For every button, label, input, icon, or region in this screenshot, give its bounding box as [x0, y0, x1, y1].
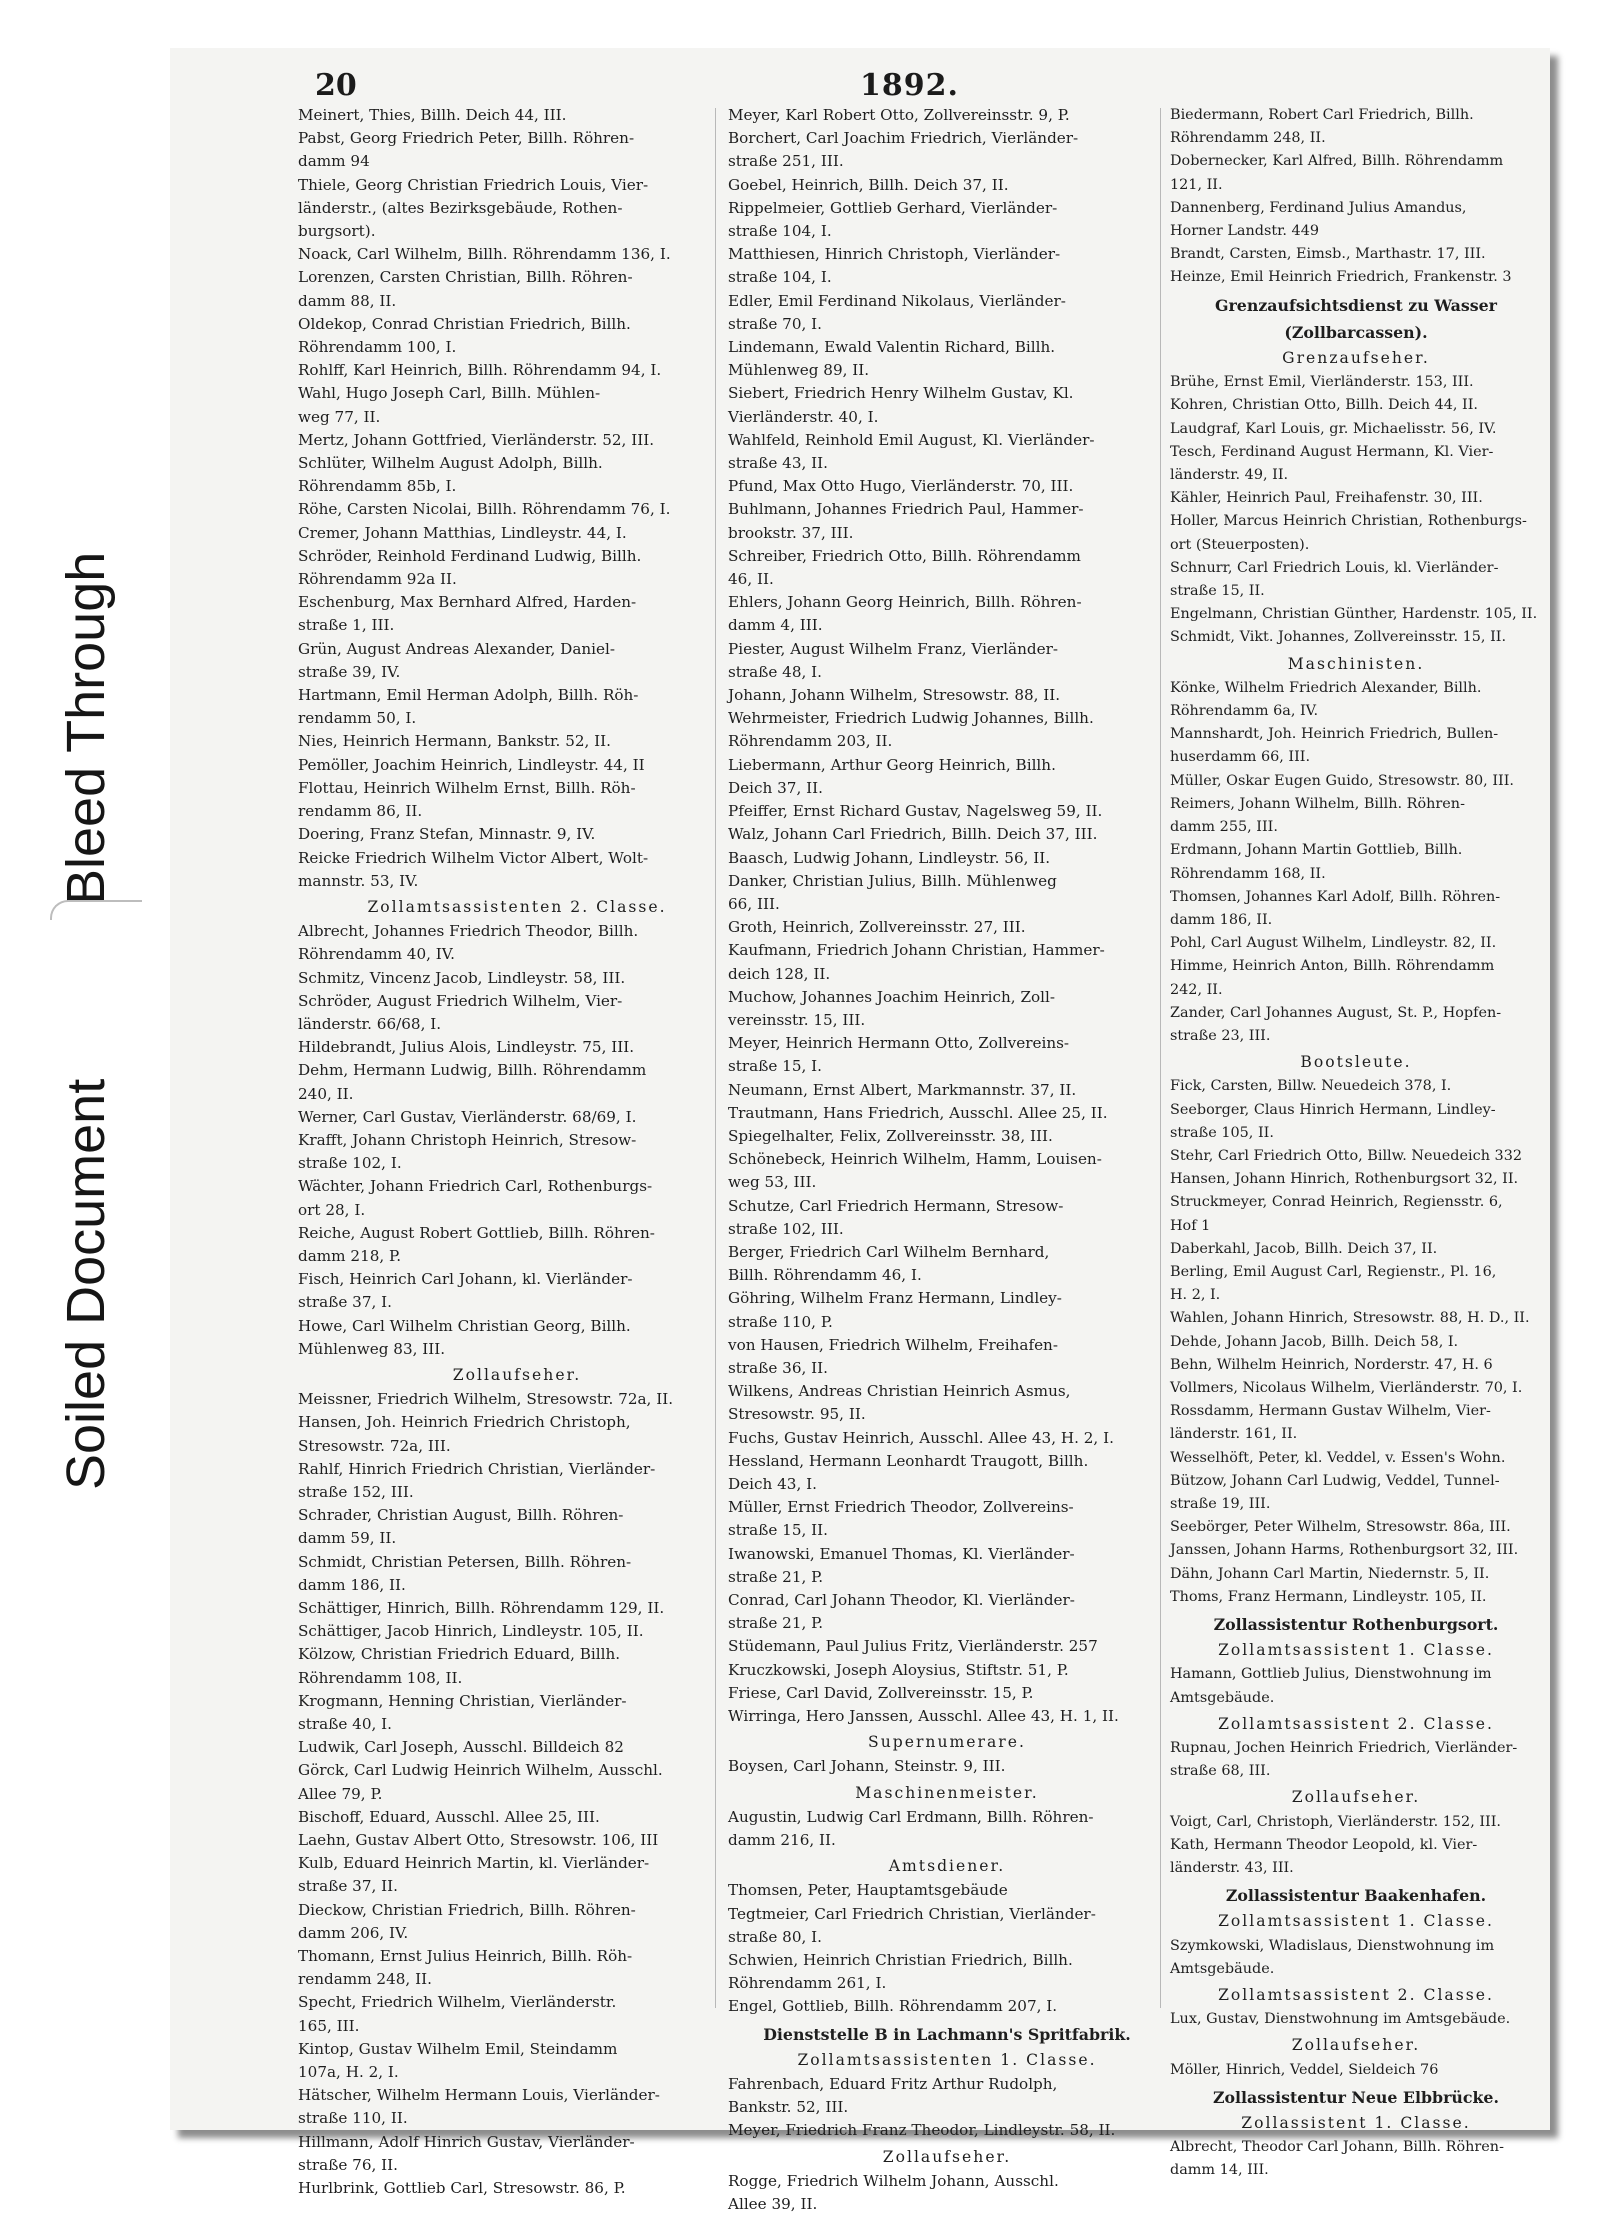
- directory-line: Röhrendamm 92a II.: [298, 570, 457, 589]
- directory-line: Hof 1: [1170, 1217, 1211, 1234]
- directory-line: Stresowstr. 95, II.: [728, 1405, 866, 1424]
- directory-line: Röhrendamm 248, II.: [1170, 130, 1326, 147]
- section-heading: Zollassistent 1. Classe.: [1241, 2114, 1471, 2133]
- directory-line: straße 37, I.: [298, 1293, 392, 1312]
- directory-line: straße 19, III.: [1170, 1495, 1271, 1512]
- directory-line: Meinert, Thies, Billh. Deich 44, III.: [298, 106, 567, 124]
- directory-line: Friese, Carl David, Zollvereinsstr. 15, P.: [728, 1683, 1034, 1702]
- directory-line: Zander, Carl Johannes August, St. P., Hopfen-: [1170, 1004, 1502, 1021]
- directory-line: Janssen, Johann Harms, Rothenburgsort 32, III.: [1170, 1542, 1519, 1559]
- directory-line: straße 251, III.: [728, 152, 844, 171]
- directory-line: Schönebeck, Heinrich Wilhelm, Hamm, Louisen-: [728, 1150, 1102, 1169]
- directory-line: Lux, Gustav, Dienstwohnung im Amtsgebäude.: [1170, 2011, 1511, 2028]
- directory-line: Schrader, Christian August, Billh. Röhren-: [298, 1506, 624, 1525]
- directory-line: Schmidt, Vikt. Johannes, Zollvereinsstr. 15, II.: [1170, 629, 1507, 646]
- directory-line: rendamm 86, II.: [298, 802, 423, 821]
- directory-line: straße 36, II.: [728, 1358, 828, 1377]
- directory-line: Röhrendamm 168, II.: [1170, 865, 1326, 882]
- section-heading: Zollaufseher.: [1291, 2036, 1421, 2055]
- directory-line: Röhrendamm 6a, IV.: [1170, 703, 1319, 720]
- directory-line: Krafft, Johann Christoph Heinrich, Stresow-: [298, 1130, 637, 1149]
- directory-line: Spiegelhalter, Felix, Zollvereinsstr. 38, III.: [728, 1126, 1053, 1145]
- directory-line: Baasch, Ludwig Johann, Lindleystr. 56, II.: [728, 848, 1051, 867]
- directory-line: Tesch, Ferdinand August Hermann, Kl. Vier-: [1170, 443, 1494, 460]
- page-number: 20: [315, 68, 357, 103]
- directory-line: Piester, August Wilhelm Franz, Vierländer-: [728, 639, 1058, 658]
- label-divider: [50, 900, 142, 920]
- directory-line: straße 15, II.: [1170, 583, 1265, 600]
- directory-line: straße 110, P.: [728, 1312, 833, 1331]
- directory-line: Vollmers, Nicolaus Wilhelm, Vierländerstr. 70, I.: [1170, 1379, 1523, 1396]
- directory-line: Röhrendamm 100, I.: [298, 338, 457, 357]
- directory-line: Reiche, August Robert Gottlieb, Billh. Röhren-: [298, 1223, 655, 1242]
- directory-line: Mannshardt, Joh. Heinrich Friedrich, Bullen-: [1170, 726, 1499, 743]
- directory-line: straße 102, III.: [728, 1219, 844, 1238]
- directory-line: Dehm, Hermann Ludwig, Billh. Röhrendamm: [298, 1061, 647, 1080]
- directory-line: Engel, Gottlieb, Billh. Röhrendamm 207, I.: [728, 1997, 1058, 2016]
- directory-line: Görck, Carl Ludwig Heinrich Wilhelm, Ausschl.: [298, 1761, 663, 1780]
- directory-line: Buhlmann, Johannes Friedrich Paul, Hammer-: [728, 500, 1084, 519]
- directory-line: Brandt, Carsten, Eimsb., Marthastr. 17, III.: [1170, 246, 1486, 263]
- directory-line: Göhring, Wilhelm Franz Hermann, Lindley-: [728, 1289, 1062, 1308]
- directory-line: damm 186, II.: [298, 1575, 406, 1594]
- directory-line: Schnurr, Carl Friedrich Louis, kl. Vierländer-: [1170, 559, 1499, 576]
- directory-line: Edler, Emil Ferdinand Nikolaus, Vierländer-: [728, 291, 1066, 310]
- directory-line: damm 216, II.: [728, 1831, 836, 1850]
- directory-line: Reimers, Johann Wilhelm, Billh. Röhren-: [1170, 795, 1465, 812]
- directory-line: 46, II.: [728, 570, 774, 589]
- directory-line: Hamann, Gottlieb Julius, Dienstwohnung im: [1170, 1666, 1492, 1683]
- section-heading: Zollamtsassistenten 1. Classe.: [797, 2050, 1097, 2069]
- directory-line: Wesselhöft, Peter, kl. Veddel, v. Essen's Wohn.: [1170, 1449, 1506, 1466]
- directory-line: Meyer, Karl Robert Otto, Zollvereinsstr. 9, P.: [728, 106, 1070, 124]
- directory-line: straße 105, II.: [1170, 1124, 1274, 1141]
- directory-line: Dehde, Johann Jacob, Billh. Deich 58, I.: [1170, 1333, 1459, 1350]
- directory-line: Holler, Marcus Heinrich Christian, Rothenburgs-: [1170, 513, 1527, 530]
- side-labels-panel: [0, 0, 170, 2177]
- office-heading: (Zollbarcassen).: [1284, 322, 1428, 342]
- section-heading: Maschinisten.: [1287, 654, 1425, 673]
- directory-line: Röhe, Carsten Nicolai, Billh. Röhrendamm 76, I.: [298, 500, 671, 519]
- directory-line: Rohlff, Karl Heinrich, Billh. Röhrendamm 94, I.: [298, 361, 662, 380]
- office-heading: Grenzaufsichtsdienst zu Wasser: [1214, 295, 1497, 315]
- page-year: 1892.: [860, 68, 959, 103]
- directory-line: Deich 37, II.: [728, 778, 823, 797]
- directory-line: Hartmann, Emil Herman Adolph, Billh. Röh-: [298, 686, 639, 705]
- directory-line: straße 102, I.: [298, 1154, 402, 1173]
- directory-line: vereinsstr. 15, III.: [728, 1010, 866, 1029]
- directory-line: Conrad, Carl Johann Theodor, Kl. Vierländer-: [728, 1591, 1075, 1609]
- directory-line: Pemöller, Joachim Heinrich, Lindleystr. 44, II: [298, 755, 645, 774]
- text-column-3: [1170, 104, 1542, 2179]
- directory-line: Struckmeyer, Conrad Heinrich, Regiensstr. 6,: [1170, 1194, 1503, 1211]
- directory-line: Kölzow, Christian Friedrich Eduard, Billh.: [298, 1645, 621, 1664]
- directory-line: Thomsen, Johannes Karl Adolf, Billh. Röhren-: [1170, 888, 1501, 905]
- directory-line: Howe, Carl Wilhelm Christian Georg, Billh.: [298, 1316, 631, 1335]
- directory-line: Fisch, Heinrich Carl Johann, kl. Vierländer-: [298, 1270, 633, 1289]
- directory-line: Specht, Friedrich Wilhelm, Vierländerstr.: [298, 1993, 617, 2012]
- bleed-through-label: Bleed Through: [56, 551, 116, 905]
- directory-line: Thiele, Georg Christian Friedrich Louis, Vier-: [298, 175, 649, 194]
- directory-line: Rupnau, Jochen Heinrich Friedrich, Vierländer-: [1170, 1740, 1518, 1757]
- directory-line: damm 218, P.: [298, 1246, 402, 1265]
- directory-line: straße 23, III.: [1170, 1027, 1271, 1044]
- directory-line: Brühe, Ernst Emil, Vierländerstr. 153, III.: [1170, 374, 1474, 391]
- directory-line: Fick, Carsten, Billw. Neuedeich 378, I.: [1170, 1078, 1452, 1095]
- directory-line: Doering, Franz Stefan, Minnastr. 9, IV.: [298, 825, 596, 844]
- directory-line: Walz, Johann Carl Friedrich, Billh. Deich 37, III.: [728, 825, 1098, 844]
- directory-line: straße 80, I.: [728, 1927, 822, 1946]
- directory-line: Ehlers, Johann Georg Heinrich, Billh. Röhren-: [728, 593, 1082, 612]
- directory-line: 121, II.: [1170, 176, 1223, 193]
- directory-line: Kohren, Christian Otto, Billh. Deich 44, II.: [1170, 397, 1479, 414]
- section-heading: Zollamtsassistent 2. Classe.: [1218, 1714, 1494, 1733]
- directory-line: straße 39, IV.: [298, 662, 401, 681]
- directory-line: Goebel, Heinrich, Billh. Deich 37, II.: [728, 175, 1009, 194]
- directory-line: Amtsgebäude.: [1170, 1960, 1275, 1977]
- directory-line: damm 206, IV.: [298, 1923, 409, 1942]
- directory-line: Horner Landstr. 449: [1170, 223, 1320, 240]
- directory-line: Wirringa, Hero Janssen, Ausschl. Allee 43, H. 1, II.: [728, 1707, 1119, 1726]
- directory-line: Hansen, Johann Hinrich, Rothenburgsort 32, II.: [1170, 1171, 1519, 1188]
- directory-line: Pohl, Carl August Wilhelm, Lindleystr. 82, II.: [1170, 935, 1497, 952]
- directory-line: straße 40, I.: [298, 1715, 392, 1734]
- directory-line: Meyer, Friedrich Franz Theodor, Lindleystr. 58, II.: [728, 2121, 1116, 2140]
- directory-line: Himme, Heinrich Anton, Billh. Röhrendamm: [1170, 958, 1495, 975]
- office-heading: Zollassistentur Baakenhafen.: [1225, 1886, 1487, 1906]
- directory-line: Johann, Johann Wilhelm, Stresowstr. 88, II.: [728, 686, 1061, 705]
- directory-line: straße 15, II.: [728, 1521, 828, 1540]
- directory-line: Iwanowski, Emanuel Thomas, Kl. Vierländer-: [728, 1544, 1075, 1563]
- directory-line: Bankstr. 52, III.: [728, 2098, 849, 2117]
- directory-line: rendamm 50, I.: [298, 709, 417, 728]
- directory-line: damm 255, III.: [1170, 819, 1278, 836]
- directory-line: mannstr. 53, IV.: [298, 871, 419, 890]
- section-heading: Zollamtsassistent 1. Classe.: [1218, 1912, 1494, 1931]
- directory-line: Schmidt, Christian Petersen, Billh. Röhren-: [298, 1552, 632, 1571]
- directory-line: Schröder, Reinhold Ferdinand Ludwig, Billh.: [298, 546, 642, 565]
- directory-line: Ludwik, Carl Joseph, Ausschl. Billdeich 82: [298, 1738, 624, 1757]
- directory-line: Tegtmeier, Carl Friedrich Christian, Vierländer-: [728, 1904, 1096, 1923]
- directory-line: Muchow, Johannes Joachim Heinrich, Zoll-: [728, 987, 1055, 1006]
- section-heading: Zollamtsassistent 1. Classe.: [1218, 1641, 1494, 1660]
- office-heading: Zollassistentur Neue Elbbrücke.: [1212, 2087, 1499, 2107]
- directory-line: Vierländerstr. 40, I.: [728, 407, 879, 426]
- directory-line: länderstr. 66/68, I.: [298, 1014, 442, 1033]
- directory-line: Seeborger, Claus Hinrich Hermann, Lindley-: [1170, 1101, 1496, 1118]
- directory-line: Behn, Wilhelm Heinrich, Norderstr. 47, H. 6: [1170, 1356, 1493, 1373]
- directory-line: burgsort).: [298, 222, 376, 241]
- directory-line: Schutze, Carl Friedrich Hermann, Stresow-: [728, 1196, 1064, 1215]
- section-heading: Bootsleute.: [1300, 1053, 1412, 1072]
- directory-line: rendamm 248, II.: [298, 1970, 432, 1989]
- directory-line: straße 152, III.: [298, 1482, 414, 1501]
- directory-line: Fahrenbach, Eduard Fritz Arthur Rudolph,: [728, 2075, 1058, 2094]
- directory-line: Borchert, Carl Joachim Friedrich, Vierländer-: [728, 129, 1079, 148]
- directory-line: Bischoff, Eduard, Ausschl. Allee 25, III.: [298, 1807, 600, 1826]
- directory-line: Berling, Emil August Carl, Regienstr., Pl. 16,: [1170, 1263, 1497, 1280]
- section-heading: Zollamtsassistent 2. Classe.: [1218, 1986, 1494, 2005]
- directory-line: straße 43, II.: [728, 454, 828, 473]
- directory-line: Wahl, Hugo Joseph Carl, Billh. Mühlen-: [298, 384, 601, 403]
- directory-line: Stresowstr. 72a, III.: [298, 1436, 451, 1455]
- directory-line: Röhrendamm 85b, I.: [298, 477, 457, 496]
- directory-line: Thomsen, Peter, Hauptamtsgebäude: [728, 1881, 1008, 1900]
- directory-line: Matthiesen, Hinrich Christoph, Vierländer-: [728, 245, 1061, 264]
- section-heading: Zollaufseher.: [452, 1365, 582, 1384]
- directory-line: Stehr, Carl Friedrich Otto, Billw. Neuedeich 332: [1170, 1147, 1523, 1164]
- directory-line: Dähn, Johann Carl Martin, Niedernstr. 5, II.: [1170, 1565, 1490, 1582]
- section-heading: Zollaufseher.: [1291, 1788, 1421, 1807]
- directory-line: Daberkahl, Jacob, Billh. Deich 37, II.: [1170, 1240, 1438, 1257]
- directory-line: Kruczkowski, Joseph Aloysius, Stiftstr. 51, P.: [728, 1660, 1069, 1679]
- directory-line: Rahlf, Hinrich Friedrich Christian, Vierländer-: [298, 1459, 656, 1478]
- section-heading: Zollamtsassistenten 2. Classe.: [367, 897, 667, 916]
- directory-line: Groth, Heinrich, Zollvereinsstr. 27, III.: [728, 918, 1026, 937]
- directory-line: brookstr. 37, III.: [728, 523, 854, 542]
- directory-line: damm 4, III.: [728, 616, 823, 635]
- directory-line: damm 88, II.: [298, 291, 397, 310]
- section-heading: Zollaufseher.: [882, 2147, 1012, 2166]
- directory-line: Pfeiffer, Ernst Richard Gustav, Nagelsweg 59, II.: [728, 802, 1103, 821]
- directory-line: Röhrendamm 261, I.: [728, 1974, 887, 1993]
- directory-line: Siebert, Friedrich Henry Wilhelm Gustav, Kl.: [728, 384, 1074, 403]
- directory-line: von Hausen, Friedrich Wilhelm, Freihafen-: [728, 1335, 1058, 1354]
- directory-line: Oldekop, Conrad Christian Friedrich, Billh.: [298, 314, 631, 333]
- directory-line: Schreiber, Friedrich Otto, Billh. Röhrendamm: [728, 546, 1081, 565]
- directory-line: länderstr. 161, II.: [1170, 1426, 1298, 1443]
- directory-line: Hansen, Joh. Heinrich Friedrich Christoph,: [298, 1413, 631, 1432]
- directory-line: Nies, Heinrich Hermann, Bankstr. 52, II.: [298, 732, 612, 751]
- directory-line: Wahlen, Johann Hinrich, Stresowstr. 88, H. D., II.: [1170, 1310, 1530, 1327]
- directory-line: länderstr., (altes Bezirksgebäude, Rothen-: [298, 198, 623, 217]
- directory-line: straße 48, I.: [728, 662, 822, 681]
- directory-line: Amtsgebäude.: [1170, 1689, 1275, 1706]
- directory-line: straße 76, II.: [298, 2155, 398, 2174]
- directory-line: Billh. Röhrendamm 46, I.: [728, 1266, 922, 1285]
- directory-line: länderstr. 43, III.: [1170, 1860, 1294, 1877]
- directory-line: 165, III.: [298, 2016, 360, 2035]
- directory-line: Albrecht, Johannes Friedrich Theodor, Billh.: [298, 922, 639, 941]
- directory-line: straße 15, I.: [728, 1057, 822, 1076]
- directory-line: Thomann, Ernst Julius Heinrich, Billh. Röh-: [298, 1947, 633, 1966]
- directory-line: Wilkens, Andreas Christian Heinrich Asmus,: [728, 1382, 1071, 1401]
- directory-line: 240, II.: [298, 1084, 354, 1103]
- office-heading: Dienststelle B in Lachmann's Spritfabrik.: [763, 2024, 1131, 2044]
- directory-line: Meissner, Friedrich Wilhelm, Stresowstr. 72a, II.: [298, 1390, 674, 1409]
- directory-line: Lorenzen, Carsten Christian, Billh. Röhren-: [298, 268, 633, 287]
- directory-line: ort (Steuerposten).: [1170, 536, 1310, 553]
- directory-line: straße 37, II.: [298, 1877, 398, 1896]
- directory-line: weg 53, III.: [728, 1173, 817, 1192]
- directory-line: Hurlbrink, Gottlieb Carl, Stresowstr. 86, P.: [298, 2179, 626, 2198]
- directory-line: Rossdamm, Hermann Gustav Wilhelm, Vier-: [1170, 1403, 1491, 1420]
- directory-line: länderstr. 49, II.: [1170, 467, 1289, 484]
- directory-line: Könke, Wilhelm Friedrich Alexander, Billh.: [1170, 679, 1482, 696]
- directory-line: Hillmann, Adolf Hinrich Gustav, Vierländer-: [298, 2132, 635, 2151]
- directory-line: Mühlenweg 83, III.: [298, 1339, 446, 1358]
- directory-line: straße 21, P.: [728, 1614, 824, 1633]
- directory-line: Müller, Oskar Eugen Guido, Stresowstr. 80, III.: [1170, 772, 1514, 789]
- directory-line: straße 110, II.: [298, 2109, 408, 2128]
- directory-line: Hätscher, Wilhelm Hermann Louis, Vierländer-: [298, 2086, 660, 2105]
- directory-line: 107a, H. 2, I.: [298, 2063, 399, 2082]
- directory-line: Dobernecker, Karl Alfred, Billh. Röhrendamm: [1170, 153, 1504, 170]
- directory-line: Kath, Hermann Theodor Leopold, kl. Vier-: [1170, 1836, 1478, 1853]
- directory-line: Allee 39, II.: [728, 2195, 818, 2214]
- directory-line: 242, II.: [1170, 981, 1223, 998]
- directory-line: Voigt, Carl, Christoph, Vierländerstr. 152, III.: [1170, 1813, 1501, 1830]
- directory-line: Möller, Hinrich, Veddel, Sieldeich 76: [1170, 2061, 1439, 2078]
- office-heading: Zollassistentur Rothenburgsort.: [1213, 1615, 1499, 1634]
- directory-line: damm 59, II.: [298, 1529, 397, 1548]
- directory-line: Wahlfeld, Reinhold Emil August, Kl. Vierländer-: [728, 430, 1095, 449]
- directory-line: damm 186, II.: [1170, 911, 1273, 928]
- directory-line: Kaufmann, Friedrich Johann Christian, Hammer-: [728, 941, 1105, 960]
- directory-line: Danker, Christian Julius, Billh. Mühlenweg: [728, 871, 1057, 890]
- directory-line: Biedermann, Robert Carl Friedrich, Billh.: [1170, 107, 1474, 123]
- directory-line: Werner, Carl Gustav, Vierländerstr. 68/69, I.: [298, 1107, 637, 1126]
- directory-line: Kintop, Gustav Wilhelm Emil, Steindamm: [298, 2039, 618, 2058]
- directory-line: Boysen, Carl Johann, Steinstr. 9, III.: [728, 1757, 1006, 1776]
- directory-line: Cremer, Johann Matthias, Lindleystr. 44, I.: [298, 523, 627, 542]
- directory-line: Laudgraf, Karl Louis, gr. Michaelisstr. 56, IV.: [1170, 420, 1497, 437]
- directory-line: Wächter, Johann Friedrich Carl, Rothenburgs-: [298, 1177, 653, 1196]
- directory-line: Dieckow, Christian Friedrich, Billh. Röhren-: [298, 1900, 636, 1919]
- directory-line: Eschenburg, Max Bernhard Alfred, Harden-: [298, 593, 637, 612]
- directory-line: Pfund, Max Otto Hugo, Vierländerstr. 70, III.: [728, 477, 1074, 496]
- directory-line: Pabst, Georg Friedrich Peter, Billh. Röhren-: [298, 129, 635, 148]
- text-column-2: [728, 104, 1166, 2214]
- directory-line: Mertz, Johann Gottfried, Vierländerstr. 52, III.: [298, 430, 655, 449]
- directory-line: Grün, August Andreas Alexander, Daniel-: [298, 639, 616, 658]
- directory-line: Röhrendamm 108, II.: [298, 1668, 463, 1687]
- section-heading: Grenzaufseher.: [1282, 349, 1430, 368]
- directory-line: Krogmann, Henning Christian, Vierländer-: [298, 1691, 627, 1710]
- soiled-document-label: Soiled Document: [56, 1078, 116, 1490]
- directory-line: Schlüter, Wilhelm August Adolph, Billh.: [298, 454, 603, 473]
- directory-line: deich 128, II.: [728, 964, 831, 983]
- directory-line: straße 70, I.: [728, 314, 822, 333]
- directory-line: Reicke Friedrich Wilhelm Victor Albert, Wolt-: [298, 848, 649, 867]
- directory-line: Augustin, Ludwig Carl Erdmann, Billh. Röhren-: [728, 1807, 1094, 1826]
- directory-line: Schmitz, Vincenz Jacob, Lindleystr. 58, III.: [298, 968, 626, 987]
- directory-line: Seebörger, Peter Wilhelm, Stresowstr. 86a, III.: [1170, 1519, 1511, 1536]
- directory-line: Rippelmeier, Gottlieb Gerhard, Vierländer-: [728, 198, 1058, 217]
- text-column-1: [298, 104, 736, 2198]
- directory-line: Kähler, Heinrich Paul, Freihafenstr. 30, III.: [1170, 490, 1483, 507]
- directory-line: Schröder, August Friedrich Wilhelm, Vier-: [298, 991, 623, 1010]
- directory-line: huserdamm 66, III.: [1170, 749, 1311, 766]
- directory-line: damm 94: [298, 152, 370, 171]
- directory-line: Kulb, Eduard Heinrich Martin, kl. Vierländer-: [298, 1854, 650, 1873]
- directory-line: Engelmann, Christian Günther, Hardenstr. 105, II.: [1170, 606, 1538, 623]
- directory-line: Heinze, Emil Heinrich Friedrich, Frankenstr. 3: [1170, 269, 1512, 286]
- section-heading: Amtsdiener.: [888, 1857, 1006, 1876]
- directory-line: Röhrendamm 203, II.: [728, 732, 893, 751]
- scanned-page: [170, 48, 1550, 2214]
- directory-line: Bützow, Johann Carl Ludwig, Veddel, Tunnel-: [1170, 1472, 1500, 1489]
- directory-line: Berger, Friedrich Carl Wilhelm Bernhard,: [728, 1242, 1050, 1261]
- directory-line: Meyer, Heinrich Hermann Otto, Zollvereins-: [728, 1034, 1070, 1053]
- section-heading: Maschinenmeister.: [855, 1783, 1039, 1802]
- directory-line: Szymkowski, Wladislaus, Dienstwohnung im: [1170, 1937, 1495, 1954]
- directory-line: Erdmann, Johann Martin Gottlieb, Billh.: [1170, 842, 1463, 859]
- directory-line: Mühlenweg 89, II.: [728, 361, 870, 380]
- directory-line: 66, III.: [728, 894, 780, 913]
- directory-line: Liebermann, Arthur Georg Heinrich, Billh.: [728, 755, 1056, 774]
- directory-line: Hildebrandt, Julius Alois, Lindleystr. 75, III.: [298, 1038, 635, 1057]
- section-heading: Supernumerare.: [868, 1733, 1026, 1752]
- directory-line: Noack, Carl Wilhelm, Billh. Röhrendamm 136, I.: [298, 245, 671, 264]
- directory-line: Dannenberg, Ferdinand Julius Amandus,: [1170, 199, 1467, 216]
- directory-line: Laehn, Gustav Albert Otto, Stresowstr. 106, III: [298, 1831, 659, 1850]
- directory-line: straße 104, I.: [728, 268, 832, 287]
- directory-line: Lindemann, Ewald Valentin Richard, Billh.: [728, 338, 1056, 357]
- directory-line: Stüdemann, Paul Julius Fritz, Vierländerstr. 257: [728, 1637, 1098, 1656]
- directory-line: ort 28, I.: [298, 1200, 366, 1219]
- directory-line: Flottau, Heinrich Wilhelm Ernst, Billh. Röh-: [298, 778, 636, 797]
- directory-line: Thoms, Franz Hermann, Lindleystr. 105, II.: [1170, 1588, 1487, 1605]
- directory-line: Müller, Ernst Friedrich Theodor, Zollvereins-: [728, 1498, 1074, 1517]
- directory-line: Fuchs, Gustav Heinrich, Ausschl. Allee 43, H. 2, I.: [728, 1428, 1114, 1447]
- directory-line: Schättiger, Jacob Hinrich, Lindleystr. 105, II.: [298, 1622, 644, 1641]
- directory-line: weg 77, II.: [298, 407, 381, 426]
- directory-line: Wehrmeister, Friedrich Ludwig Johannes, Billh.: [728, 709, 1094, 728]
- directory-line: damm 14, III.: [1170, 2162, 1269, 2179]
- directory-line: Röhrendamm 40, IV.: [298, 945, 455, 964]
- directory-line: Allee 79, P.: [298, 1784, 383, 1803]
- directory-line: straße 104, I.: [728, 222, 832, 241]
- directory-line: straße 1, III.: [298, 616, 395, 635]
- directory-line: Rogge, Friedrich Wilhelm Johann, Ausschl.: [728, 2171, 1059, 2190]
- directory-line: Schwien, Heinrich Christian Friedrich, Billh.: [728, 1951, 1073, 1970]
- directory-line: straße 21, P.: [728, 1567, 824, 1586]
- directory-line: Trautmann, Hans Friedrich, Ausschl. Allee 25, II.: [728, 1103, 1108, 1122]
- directory-line: Schättiger, Hinrich, Billh. Röhrendamm 129, II.: [298, 1599, 665, 1617]
- directory-line: Neumann, Ernst Albert, Markmannstr. 37, II.: [728, 1080, 1077, 1099]
- directory-line: Deich 43, I.: [728, 1474, 817, 1493]
- directory-line: straße 68, III.: [1170, 1763, 1271, 1780]
- directory-line: H. 2, I.: [1170, 1287, 1221, 1304]
- directory-line: Hessland, Hermann Leonhardt Traugott, Billh.: [728, 1451, 1089, 1470]
- directory-line: Albrecht, Theodor Carl Johann, Billh. Röhren-: [1170, 2139, 1504, 2156]
